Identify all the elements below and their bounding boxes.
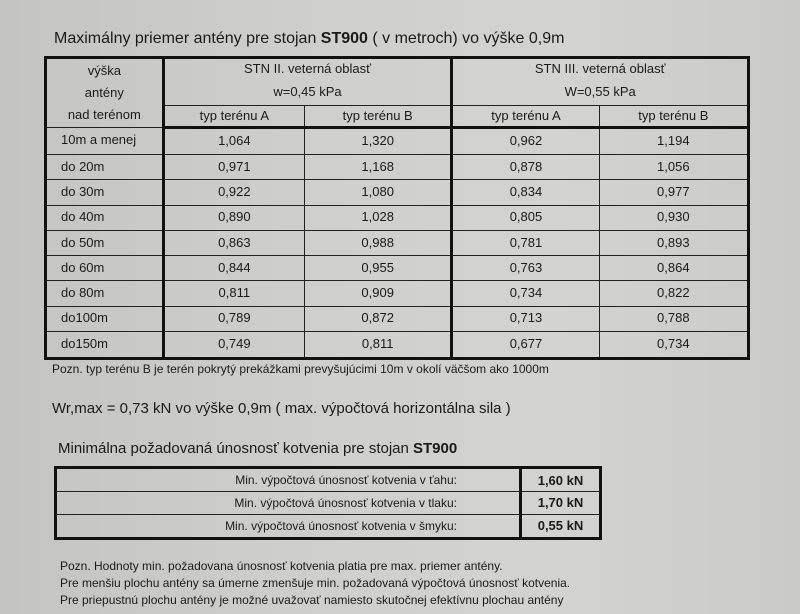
table-cell: 1,064 [163, 128, 304, 155]
row-label: do 30m [46, 180, 164, 205]
table-cell: 0,893 [599, 230, 748, 255]
table-cell: 0,749 [163, 332, 304, 359]
anchor-row [56, 492, 601, 515]
page-title [54, 30, 564, 48]
footer-note: Pre priepustnú plochu antény je možné uvažovať namiesto skutočnej efektívnu plochau antény [60, 593, 564, 607]
table-cell: 0,955 [305, 256, 452, 281]
table-cell: 0,822 [599, 281, 748, 306]
group-pressure: W=0,55 kPa [452, 81, 749, 106]
table-cell: 0,988 [305, 230, 452, 255]
row-header-line: antény [84, 85, 124, 100]
table-cell: 1,080 [305, 180, 452, 205]
footer-notes [60, 558, 570, 609]
table-cell: 0,677 [452, 332, 599, 359]
anchor-value: 1,70 kN [521, 492, 601, 515]
table-cell: 1,320 [305, 128, 452, 155]
table-cell: 0,977 [599, 180, 748, 205]
table-cell: 0,763 [452, 256, 599, 281]
table-cell: 0,734 [599, 332, 748, 359]
subheader: typ terénu B [305, 106, 452, 128]
anchor-title-prefix: Minimálna požadovaná únosnosť kotvenia pre stojan [58, 440, 414, 457]
diameter-table [44, 56, 750, 360]
row-header-cell [46, 58, 164, 128]
title-suffix: ( v metroch) vo výške 0,9m [367, 30, 565, 47]
table-cell: 0,872 [305, 306, 452, 331]
row-label: do150m [46, 332, 164, 359]
table-row [46, 306, 749, 331]
table-row [46, 256, 749, 281]
group-header: STN III. veterná oblasť [452, 58, 749, 81]
table-cell: 0,811 [163, 281, 304, 306]
table-cell: 1,194 [599, 128, 748, 155]
table-cell: 0,962 [452, 128, 599, 155]
table-row [46, 128, 749, 155]
anchor-row [56, 468, 601, 492]
row-label: do100m [46, 306, 164, 331]
row-label: do 60m [46, 256, 164, 281]
table-cell: 0,834 [452, 180, 599, 205]
table-cell: 1,028 [305, 205, 452, 230]
row-label: do 40m [46, 205, 164, 230]
table-cell: 0,909 [305, 281, 452, 306]
row-label: do 80m [46, 281, 164, 306]
terrain-note: Pozn. typ terénu B je terén pokrytý prekážkami prevyšujúcimi 10m v okolí väčšom ako 1000m [52, 362, 549, 376]
table-cell: 0,713 [452, 306, 599, 331]
anchor-label: Min. výpočtová únosnosť kotvenia v ťahu: [56, 468, 521, 492]
anchor-row [56, 514, 601, 538]
anchor-label: Min. výpočtová únosnosť kotvenia v šmyku: [56, 514, 521, 538]
subheader: typ terénu A [163, 106, 304, 128]
table-cell: 0,971 [163, 154, 304, 179]
table-row [46, 180, 749, 205]
table-row [46, 230, 749, 255]
table-cell: 1,168 [305, 154, 452, 179]
table-cell: 0,878 [452, 154, 599, 179]
anchor-value: 1,60 kN [521, 468, 601, 492]
table-cell: 0,844 [163, 256, 304, 281]
table-row [46, 205, 749, 230]
row-label: 10m a menej [46, 128, 164, 155]
table-cell: 0,788 [599, 306, 748, 331]
group-header: STN II. veterná oblasť [163, 58, 452, 81]
anchor-title [58, 440, 457, 457]
anchor-title-stand: ST900 [413, 440, 458, 457]
table-row [46, 154, 749, 179]
anchor-label: Min. výpočtová únosnosť kotvenia v tlaku: [56, 492, 521, 515]
table-cell: 0,864 [599, 256, 748, 281]
anchor-value: 0,55 kN [521, 514, 601, 538]
group-pressure: w=0,45 kPa [163, 81, 452, 106]
title-prefix: Maximálny priemer antény pre stojan [54, 30, 321, 47]
wr-max-line: Wr,max = 0,73 kN vo výške 0,9m ( max. výpočtová horizontálna sila ) [52, 400, 511, 417]
footer-note: Pozn. Hodnoty min. požadovana únosnosť kotvenia platia pre max. priemer antény. [60, 559, 503, 573]
table-cell: 0,805 [452, 205, 599, 230]
footer-note: Pre menšiu plochu antény sa úmerne zmenšuje min. požadovaná výpočtová únosnosť kotvenia. [60, 576, 571, 590]
table-cell: 0,863 [163, 230, 304, 255]
row-header-line: výška [87, 63, 121, 78]
title-stand: ST900 [320, 30, 368, 47]
table-cell: 0,890 [163, 205, 304, 230]
table-cell: 1,056 [599, 154, 748, 179]
table-cell: 0,930 [599, 205, 748, 230]
anchor-table [54, 466, 602, 540]
table-row [46, 281, 749, 306]
subheader: typ terénu B [599, 106, 748, 128]
row-label: do 20m [46, 154, 164, 179]
table-row [46, 332, 749, 359]
table-cell: 0,922 [163, 180, 304, 205]
table-cell: 0,781 [452, 230, 599, 255]
table-cell: 0,734 [452, 281, 599, 306]
table-cell: 0,811 [305, 332, 452, 359]
table-cell: 0,789 [163, 306, 304, 331]
row-header-line: nad terénom [67, 107, 141, 122]
row-label: do 50m [46, 230, 164, 255]
subheader: typ terénu A [452, 106, 599, 128]
